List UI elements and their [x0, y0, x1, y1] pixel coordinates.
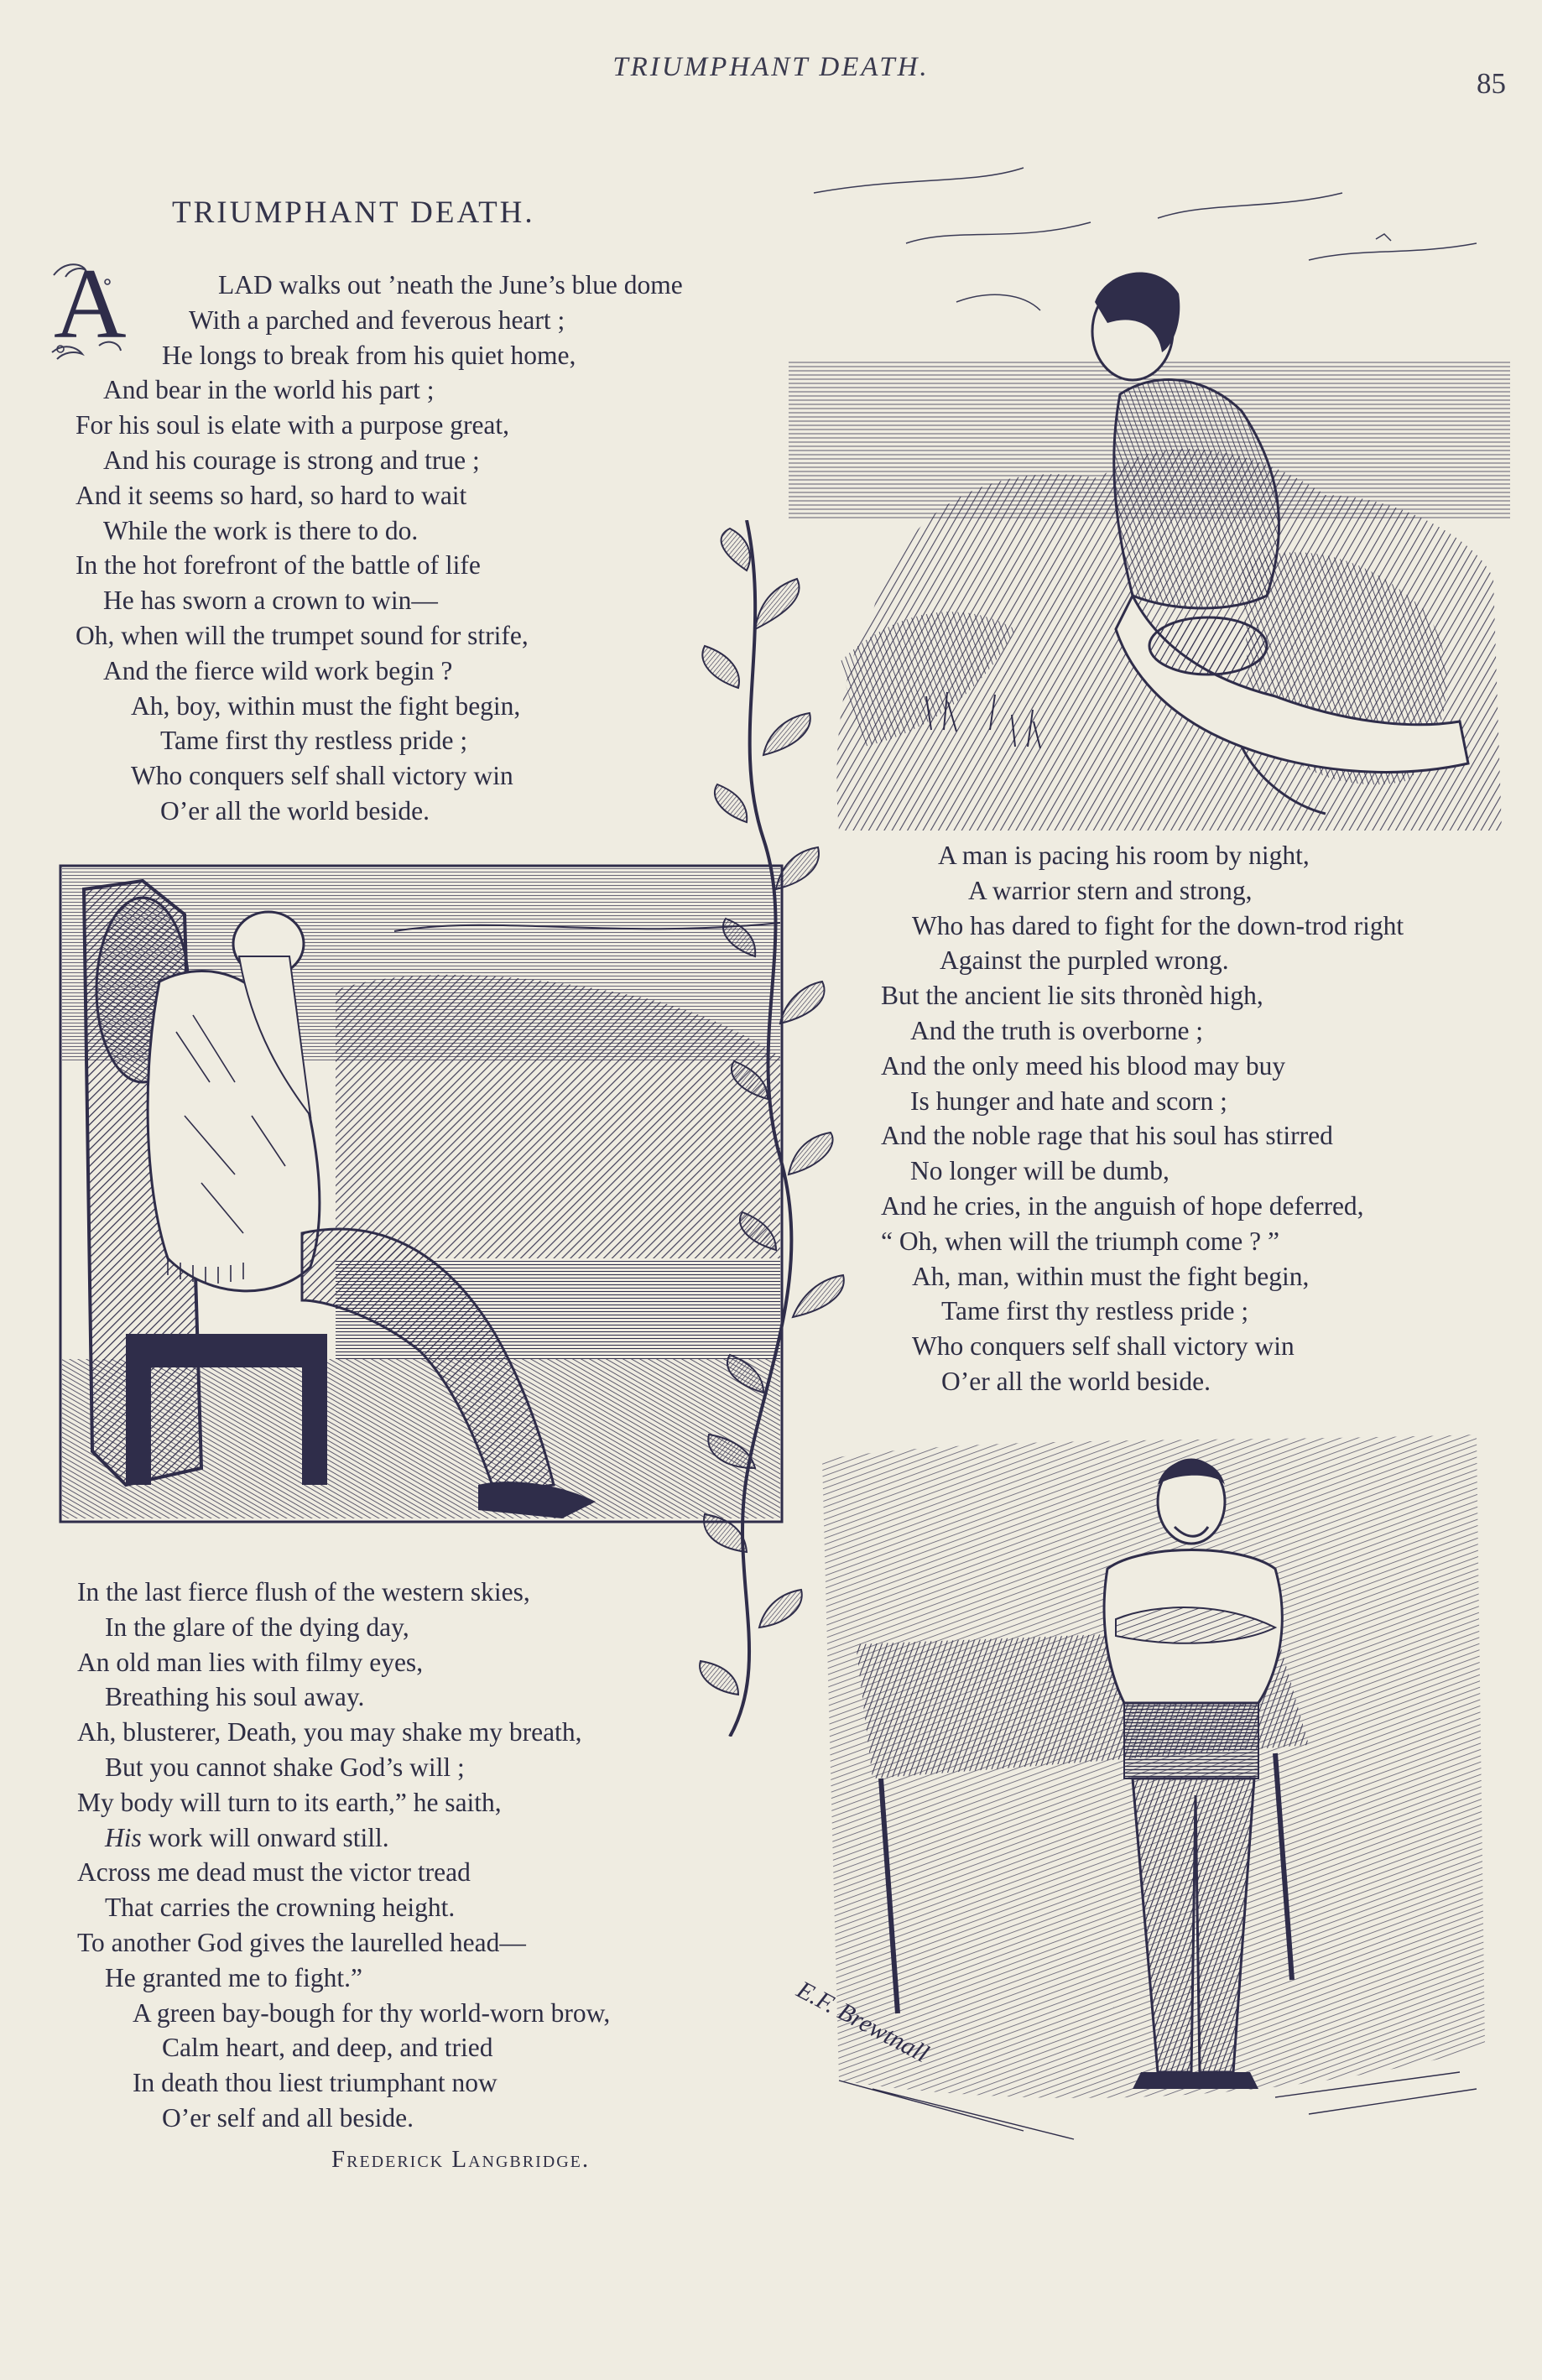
poem-line: He longs to break from his quiet home, [162, 340, 576, 370]
poem-line: Calm heart, and deep, and tried [162, 2033, 493, 2063]
engraver-signature-text: E.F. Brewtnall [792, 1976, 934, 2069]
poem-line: In the glare of the dying day, [105, 1612, 409, 1642]
poem-line: A green bay-bough for thy world-worn brow, [133, 1997, 611, 2028]
poem-line: No longer will be dumb, [910, 1156, 1170, 1186]
poem-line: Across me dead must the victor tread [77, 1857, 471, 1888]
poem-line: In the hot forefront of the battle of life [76, 550, 481, 581]
poem-line: And it seems so hard, so hard to wait [76, 480, 467, 510]
poem-line: With a parched and feverous heart ; [189, 305, 565, 335]
poem-line: In the last fierce flush of the western skies, [77, 1577, 530, 1607]
poem-line [105, 1820, 610, 1856]
drop-cap-letter: A [54, 247, 127, 359]
poem-line: And the fierce wild work begin ? [103, 655, 453, 685]
poem-line: O’er all the world beside. [160, 795, 430, 825]
engraver-signature [792, 1976, 951, 2069]
stanza-3 [77, 1575, 610, 2136]
stanza-1 [76, 268, 683, 829]
poem-line: Tame first thy restless pride ; [941, 1296, 1249, 1326]
poem-line: Who has dared to fight for the down-trod right [912, 910, 1404, 940]
poem-line: O’er all the world beside. [941, 1366, 1211, 1396]
author-signature: Frederick Langbridge. [331, 2146, 591, 2173]
poem-line: That carries the crowning height. [105, 1893, 456, 1923]
poem-line: He has sworn a crown to win— [103, 586, 438, 616]
poem-line: Ah, boy, within must the fight begin, [131, 690, 521, 721]
poem-line: An old man lies with filmy eyes, [77, 1647, 424, 1677]
poem-line: For his soul is elate with a purpose great, [76, 410, 510, 440]
poem-line: Ah, man, within must the fight begin, [912, 1261, 1310, 1291]
poem-line: And he cries, in the anguish of hope deferred, [881, 1190, 1364, 1221]
poem-line-rest: work will onward still. [141, 1822, 389, 1852]
poem-line: In death thou liest triumphant now [133, 2068, 498, 2098]
poem-line: To another God gives the laurelled head— [77, 1927, 526, 1957]
running-head: TRIUMPHANT DEATH. [612, 52, 930, 82]
poem-line: “ Oh, when will the triumph come ? ” [881, 1226, 1279, 1256]
poem-line: Ah, blusterer, Death, you may shake my breath, [77, 1717, 582, 1747]
poem-line: He granted me to fight.” [105, 1962, 363, 1992]
poem-line: LAD walks out ’neath the June’s blue dome [218, 270, 683, 299]
poem-line: Who conquers self shall victory win [131, 761, 513, 791]
poem-line: Is hunger and hate and scorn ; [910, 1086, 1227, 1116]
poem-line: And bear in the world his part ; [103, 375, 435, 405]
poem-title: TRIUMPHANT DEATH. [172, 195, 535, 230]
poem-line: While the work is there to do. [103, 515, 419, 545]
poem-line: O’er self and all beside. [162, 2102, 414, 2133]
poem-line: But you cannot shake God’s will ; [105, 1752, 465, 1782]
poem-line: My body will turn to its earth,” he saith, [77, 1787, 502, 1817]
poem-line: And his courage is strong and true ; [103, 445, 480, 475]
poem-line: And the only meed his blood may buy [881, 1050, 1286, 1081]
poem-line: And the truth is overborne ; [910, 1015, 1204, 1045]
poem-line: A warrior stern and strong, [968, 875, 1253, 905]
poem-line: Breathing his soul away. [105, 1682, 365, 1712]
poem-line: Tame first thy restless pride ; [160, 726, 468, 756]
poem-line: And the noble rage that his soul has stirred [881, 1121, 1333, 1151]
poem-line: Oh, when will the trumpet sound for strife, [76, 620, 529, 650]
poem-italic-word: His [105, 1822, 142, 1852]
page-number: 85 [1477, 67, 1506, 100]
poem-line: Who conquers self shall victory win [912, 1331, 1295, 1362]
poem-line: Against the purpled wrong. [940, 945, 1229, 976]
stanza-2 [881, 838, 1404, 1399]
poem-line: But the ancient lie sits thronèd high, [881, 981, 1263, 1011]
decorative-vine [696, 520, 914, 1737]
poem-line: A man is pacing his room by night, [938, 841, 1310, 870]
